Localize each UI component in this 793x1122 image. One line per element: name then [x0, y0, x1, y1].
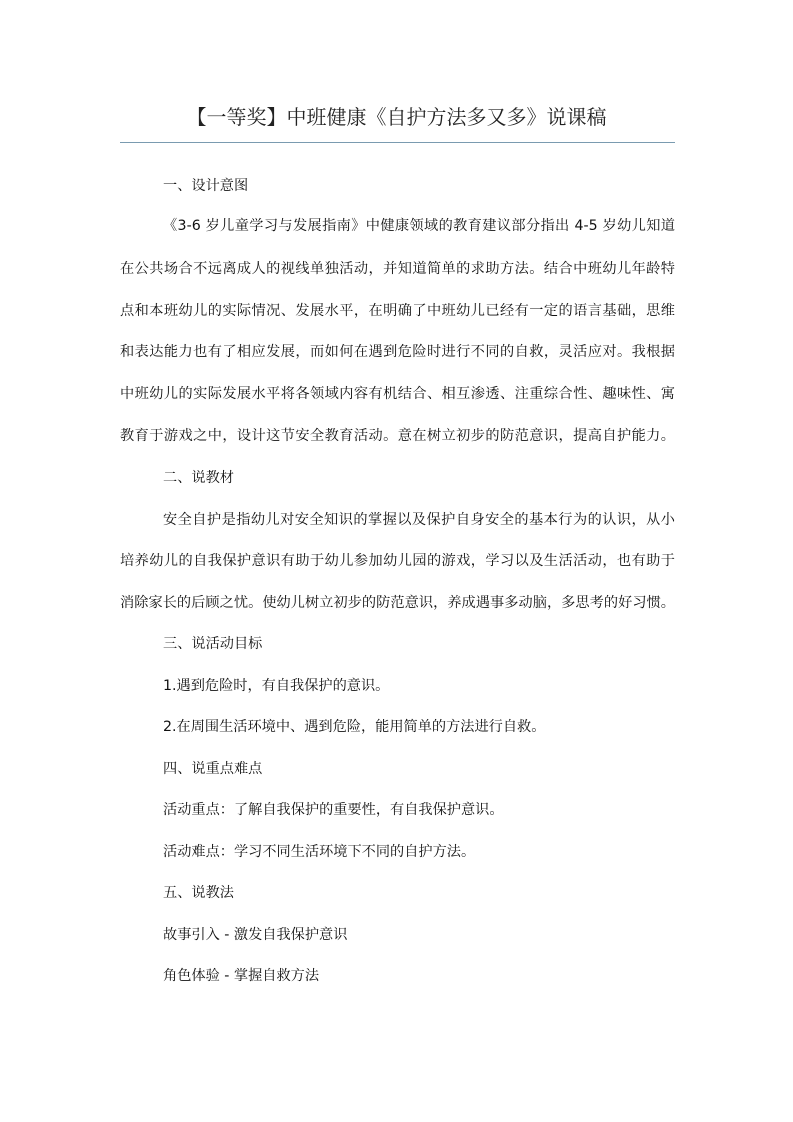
section-heading: 五、说教法	[163, 885, 234, 901]
section-heading: 四、说重点难点	[163, 761, 263, 777]
paragraph-line: 和表达能力也有了相应发展，而如何在遇到危险时进行不同的自救，灵活应对。我根据	[120, 344, 675, 360]
paragraph-line: 安全自护是指幼儿对安全知识的掌握以及保护自身安全的基本行为的认识，从小	[163, 512, 675, 528]
paragraph-line: 培养幼儿的自我保护意识有助于幼儿参加幼儿园的游戏，学习以及生活活动，也有助于	[120, 553, 675, 569]
section-heading: 二、说教材	[163, 470, 234, 486]
title-divider	[120, 142, 675, 143]
list-item: 故事引入 - 激发自我保护意识	[163, 927, 348, 943]
paragraph-line: 《3-6 岁儿童学习与发展指南》中健康领域的教育建议部分指出 4-5 岁幼儿知道	[163, 218, 675, 234]
paragraph-line: 教育于游戏之中，设计这节安全教育活动。意在树立初步的防范意识，提高自护能力。	[120, 428, 675, 444]
list-item: 1.遇到危险时，有自我保护的意识。	[163, 678, 390, 694]
paragraph-line: 消除家长的后顾之忧。使幼儿树立初步的防范意识，养成遇事多动脑，多思考的好习惯。	[120, 595, 675, 611]
paragraph-line: 在公共场合不远离成人的视线单独活动，并知道简单的求助方法。结合中班幼儿年龄特	[120, 261, 675, 277]
list-item: 角色体验 - 掌握自救方法	[163, 968, 320, 984]
section-heading: 三、说活动目标	[163, 636, 263, 652]
list-item: 2.在周围生活环境中、遇到危险，能用简单的方法进行自救。	[163, 719, 546, 735]
list-item: 活动难点：学习不同生活环境下不同的自护方法。	[163, 844, 476, 860]
list-item: 活动重点：了解自我保护的重要性，有自我保护意识。	[163, 802, 504, 818]
paragraph-line: 中班幼儿的实际发展水平将各领域内容有机结合、相互渗透、注重综合性、趣味性、寓	[120, 386, 675, 402]
document-title: 【一等奖】中班健康《自护方法多又多》说课稿	[186, 105, 607, 129]
section-heading: 一、设计意图	[163, 178, 249, 194]
paragraph-line: 点和本班幼儿的实际情况、发展水平，在明确了中班幼儿已经有一定的语言基础，思维	[120, 303, 675, 319]
